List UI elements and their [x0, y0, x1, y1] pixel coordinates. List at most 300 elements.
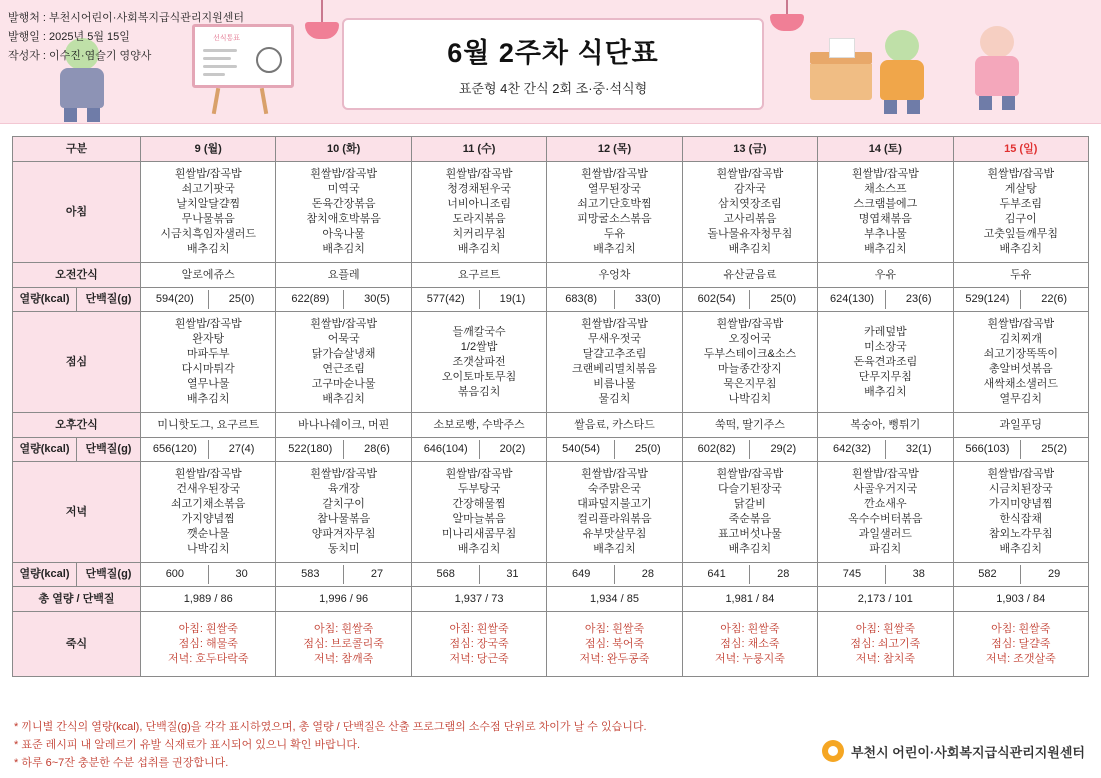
- menu-item: 쇠고기채소볶음: [171, 498, 246, 510]
- menu-item: 김치찌개: [999, 333, 1043, 345]
- menu-item: 치커리무침: [452, 228, 506, 240]
- cell-dinner-1: [276, 462, 411, 563]
- menu-item: 나박김치: [728, 393, 772, 405]
- cell-morning-snack-5: 우유: [818, 263, 953, 288]
- menu-item: 단무지무침: [858, 370, 912, 383]
- kcal-value: 566(103): [955, 440, 1022, 459]
- menu-item: 두유: [603, 228, 626, 240]
- menu-item: 흰쌀밥/잡곡밥: [581, 468, 648, 480]
- menu-item: 너비아니조림: [447, 198, 511, 210]
- menu-item: 무나물볶음: [181, 213, 235, 225]
- protein-value: 27: [370, 568, 384, 580]
- cell-afternoon-snack-4: 쑥떡, 딸기주스: [682, 413, 817, 438]
- logo-mark-icon: [822, 740, 844, 762]
- page-subtitle: 표준형 4찬 간식 2회 조·중·석식형: [458, 81, 648, 96]
- cell-juk-2: [411, 612, 546, 677]
- menu-item: 조갯살파전: [452, 355, 506, 368]
- table-row-kcal-breakfast: [13, 288, 1089, 312]
- menu-item: 날치알달걀찜: [176, 198, 241, 210]
- menu-item: 가지미양념찜: [988, 498, 1053, 510]
- menu-item: 카레덮밥: [864, 325, 907, 338]
- menu-item: 마늘종간장지: [718, 363, 782, 375]
- cell-total-5: 2,173 / 101: [818, 587, 953, 612]
- kcal-value: 522(180): [277, 440, 344, 459]
- menu-item: 옥수수버터볶음: [848, 513, 923, 525]
- menu-item: 저녁: 누룽지죽: [714, 652, 785, 665]
- cell-kcal-dinner-3: [547, 563, 682, 587]
- menu-item: 배추김치: [457, 543, 501, 555]
- kcal-value: 642(32): [819, 440, 886, 459]
- menu-item: 아욱나물: [322, 228, 365, 240]
- menu-item: 흰쌀밥/잡곡밥: [851, 468, 919, 480]
- cell-total-0: 1,989 / 86: [141, 587, 276, 612]
- menu-item: 깐쇼새우: [864, 498, 907, 510]
- cell-lunch-5: [818, 312, 953, 413]
- menu-item: 미역국: [327, 183, 360, 195]
- footer-note-1: * 표준 레시피 내 알레르기 유발 식재료가 표시되어 있으니 확인 바랍니다.: [14, 739, 361, 751]
- organization-logo: [822, 740, 1085, 762]
- cell-breakfast-5: [818, 162, 953, 263]
- row-label-protein-2: 단백질(g): [77, 438, 141, 462]
- protein-value: 27(4): [228, 443, 255, 455]
- cell-kcal-breakfast-1: [276, 288, 411, 312]
- menu-item: 저녁: 참깨죽: [314, 652, 374, 665]
- menu-item: 배추김치: [864, 385, 907, 398]
- table-row-juk: [13, 612, 1089, 677]
- kcal-value: 568: [413, 565, 480, 584]
- cell-total-1: 1,996 / 96: [276, 587, 411, 612]
- menu-item: 흰쌀밥/잡곡밥: [310, 318, 378, 330]
- menu-item: 완자탕: [192, 333, 225, 345]
- menu-item: 피망굴소스볶음: [577, 213, 652, 225]
- cell-kcal-dinner-6: [953, 563, 1088, 587]
- menu-item: 나박김치: [186, 543, 230, 555]
- menu-item: 갈치구이: [322, 498, 365, 510]
- protein-value: 19(1): [499, 293, 526, 305]
- cell-dinner-6: [953, 462, 1088, 563]
- menu-table: [12, 136, 1089, 677]
- menu-item: 흰쌀밥/잡곡밥: [716, 168, 784, 180]
- menu-item: 다슬기된장국: [718, 483, 782, 495]
- menu-item: 돈육간장볶음: [311, 198, 376, 210]
- issue-date-label: 발행일 : 2025년 5월 15일: [8, 31, 130, 43]
- protein-value: 28: [777, 568, 790, 580]
- cell-morning-snack-1: 요플레: [276, 263, 411, 288]
- cell-afternoon-snack-3: 쌀음료, 카스타드: [547, 413, 682, 438]
- menu-item: 게살탕: [1004, 183, 1037, 195]
- footer-note-2: * 하루 6~7잔 충분한 수분 섭취를 권장합니다.: [14, 757, 229, 769]
- cell-kcal-lunch-2: [411, 438, 546, 462]
- row-label-juk: 죽식: [13, 612, 141, 677]
- menu-item: 표고버섯나물: [718, 528, 782, 540]
- author-label: 작성자 : 이수진·염슬기 영양사: [8, 50, 152, 62]
- menu-item: 총알버섯볶음: [988, 363, 1053, 375]
- menu-item: 흰쌀밥/잡곡밥: [851, 168, 919, 180]
- protein-value: 23(6): [905, 293, 932, 305]
- menu-item: 건새우된장국: [176, 483, 241, 495]
- menu-item: 흰쌀밥/잡곡밥: [174, 468, 242, 480]
- menu-item: 두부조림: [999, 198, 1043, 210]
- cell-morning-snack-6: 두유: [953, 263, 1088, 288]
- menu-item: 흰쌀밥/잡곡밥: [174, 318, 242, 330]
- menu-item: 점심: 북어죽: [584, 637, 645, 650]
- menu-item: 점심: 해물죽: [178, 637, 238, 650]
- cell-lunch-4: [682, 312, 817, 413]
- menu-item: 배추김치: [728, 543, 772, 555]
- kcal-value: 540(54): [548, 440, 615, 459]
- menu-item: 청경채된우국: [447, 183, 511, 195]
- menu-item: 아침: 흰쌀죽: [991, 622, 1051, 635]
- row-label-dinner: 저녁: [13, 462, 141, 563]
- cell-breakfast-0: [141, 162, 276, 263]
- row-label-kcal-3: 열량(kcal): [13, 563, 77, 587]
- cell-kcal-lunch-0: [141, 438, 276, 462]
- cell-kcal-breakfast-6: [953, 288, 1088, 312]
- cell-breakfast-2: [411, 162, 546, 263]
- cell-total-3: 1,934 / 85: [547, 587, 682, 612]
- row-label-lunch: 점심: [13, 312, 141, 413]
- table-row-dinner: [13, 462, 1089, 563]
- menu-item: 시금치된장국: [988, 483, 1053, 495]
- cell-morning-snack-3: 우엉차: [547, 263, 682, 288]
- menu-item: 고구마순나물: [311, 378, 376, 390]
- menu-item: 참외노각무침: [988, 528, 1053, 540]
- menu-item: 배추김치: [186, 393, 230, 405]
- lamp-icon: [770, 0, 804, 31]
- menu-item: 연근조림: [322, 363, 365, 375]
- cell-kcal-lunch-6: [953, 438, 1088, 462]
- menu-item: 참나물볶음: [317, 513, 371, 525]
- cell-kcal-breakfast-3: [547, 288, 682, 312]
- menu-item: 부추나물: [864, 228, 907, 240]
- board-title: 선식통표: [213, 35, 241, 42]
- menu-item: 쇠고기팟국: [181, 183, 235, 195]
- kcal-value: 649: [548, 565, 615, 584]
- column-header-day-6: 15 (일): [953, 137, 1088, 162]
- footer: [0, 712, 1101, 778]
- menu-item: 쇠고기장똑똑이: [983, 348, 1058, 360]
- protein-value: 29(2): [770, 443, 797, 455]
- menu-item: 한식잡채: [999, 513, 1043, 525]
- protein-value: 30(5): [364, 293, 390, 305]
- protein-value: 32(1): [905, 443, 932, 455]
- protein-value: 28(6): [364, 443, 390, 455]
- kcal-value: 529(124): [955, 290, 1022, 309]
- menu-item: 참치애호박볶음: [306, 213, 381, 225]
- menu-item: 가지양념찜: [181, 513, 235, 525]
- menu-item: 두부스테이크&소스: [703, 348, 797, 360]
- cell-kcal-breakfast-5: [818, 288, 953, 312]
- menu-item: 명엽채볶음: [858, 213, 912, 225]
- cell-juk-0: [141, 612, 276, 677]
- menu-item: 닭갈비: [733, 498, 766, 510]
- cell-morning-snack-2: 요구르트: [411, 263, 546, 288]
- menu-item: 흰쌀밥/잡곡밥: [310, 168, 378, 180]
- menu-item: 고사리볶음: [723, 213, 777, 225]
- column-header-category: 구분: [13, 137, 141, 162]
- protein-value: 25(2): [1041, 443, 1067, 455]
- protein-value: 31: [506, 568, 519, 580]
- cell-dinner-2: [411, 462, 546, 563]
- menu-item: 새싹채소샐러드: [983, 378, 1058, 390]
- kcal-value: 582: [955, 565, 1022, 584]
- menu-item: 열무나물: [186, 378, 230, 390]
- menu-item: 육개장: [327, 483, 360, 495]
- menu-item: 열무김치: [999, 393, 1043, 405]
- table-row-total: [13, 587, 1089, 612]
- menu-item: 흰쌀밥/잡곡밥: [716, 318, 784, 330]
- column-header-day-2: 11 (수): [411, 137, 546, 162]
- menu-item: 스크램블에그: [853, 198, 918, 210]
- cell-juk-1: [276, 612, 411, 677]
- cell-kcal-dinner-5: [818, 563, 953, 587]
- menu-item: 점심: 장국죽: [449, 637, 509, 650]
- cell-lunch-0: [141, 312, 276, 413]
- cell-breakfast-1: [276, 162, 411, 263]
- cell-dinner-0: [141, 462, 276, 563]
- row-label-kcal-2: 열량(kcal): [13, 438, 77, 462]
- menu-item: 배추김치: [322, 243, 365, 255]
- title-box: [342, 18, 764, 110]
- menu-item: 묵은지무침: [723, 378, 777, 390]
- menu-item: 달걀고추조림: [582, 348, 647, 360]
- cell-lunch-3: [547, 312, 682, 413]
- row-label-afternoon-snack: 오후간식: [13, 413, 141, 438]
- menu-item: 오이토마토무침: [441, 370, 517, 383]
- table-row-lunch: [13, 312, 1089, 413]
- menu-item: 김구이: [1004, 213, 1037, 225]
- protein-value: 29: [1048, 568, 1061, 580]
- menu-item: 배추김치: [457, 243, 501, 255]
- header-meta: [8, 9, 244, 66]
- kcal-value: 641: [684, 565, 751, 584]
- menu-item: 저녁: 완두콩죽: [579, 652, 650, 665]
- menu-item: 양파겨자무침: [311, 528, 376, 540]
- protein-value: 25(0): [228, 293, 255, 305]
- menu-item: 어묵국: [327, 333, 360, 345]
- cell-kcal-lunch-1: [276, 438, 411, 462]
- cell-kcal-breakfast-0: [141, 288, 276, 312]
- menu-item: 배추김치: [999, 243, 1043, 255]
- kcal-value: 683(8): [548, 290, 615, 309]
- menu-item: 점심: 채소죽: [720, 637, 780, 650]
- kcal-value: 624(130): [819, 290, 886, 309]
- cell-dinner-3: [547, 462, 682, 563]
- menu-item: 흰쌀밥/잡곡밥: [987, 168, 1055, 180]
- menu-item: 들깨칼국수: [452, 325, 506, 338]
- menu-item: 두부탕국: [457, 483, 501, 495]
- cell-afternoon-snack-6: 과일푸딩: [953, 413, 1088, 438]
- cell-kcal-lunch-5: [818, 438, 953, 462]
- menu-item: 흰쌀밥/잡곡밥: [445, 468, 513, 480]
- table-row-kcal-dinner: [13, 563, 1089, 587]
- protein-value: 20(2): [499, 443, 526, 455]
- menu-item: 배추김치: [322, 393, 365, 405]
- kcal-value: 594(20): [142, 290, 209, 309]
- issuer-label: 발행처 : 부천시어린이·사회복지급식관리지원센터: [8, 12, 244, 24]
- header-banner: [0, 0, 1101, 124]
- menu-item: 흰쌀밥/잡곡밥: [987, 468, 1055, 480]
- page-title: 6월 2주차 식단표: [447, 38, 659, 68]
- cell-dinner-4: [682, 462, 817, 563]
- column-header-day-5: 14 (토): [818, 137, 953, 162]
- cell-breakfast-3: [547, 162, 682, 263]
- cell-total-6: 1,903 / 84: [953, 587, 1088, 612]
- table-row-kcal-lunch: [13, 438, 1089, 462]
- kcal-value: 602(82): [684, 440, 751, 459]
- menu-item: 다시마튀각: [181, 363, 235, 375]
- menu-item: 물김치: [598, 393, 631, 405]
- menu-item: 감자국: [733, 183, 766, 195]
- menu-item: 저녁: 참치죽: [855, 652, 915, 665]
- kcal-value: 656(120): [142, 440, 209, 459]
- child-illustration: [975, 26, 1019, 110]
- menu-item: 도라지볶음: [452, 213, 506, 225]
- menu-item: 배추김치: [186, 243, 230, 255]
- menu-item: 점심: 브로콜리죽: [303, 637, 384, 650]
- row-label-morning-snack: 오전간식: [13, 263, 141, 288]
- cell-kcal-lunch-4: [682, 438, 817, 462]
- cell-juk-6: [953, 612, 1088, 677]
- menu-item: 아침: 흰쌀죽: [178, 622, 238, 635]
- cell-afternoon-snack-1: 바나나쉐이크, 머핀: [276, 413, 411, 438]
- cell-kcal-breakfast-2: [411, 288, 546, 312]
- cell-kcal-dinner-4: [682, 563, 817, 587]
- menu-item: 배추김치: [728, 243, 772, 255]
- cell-breakfast-4: [682, 162, 817, 263]
- menu-item: 시금치흑임자샐러드: [160, 228, 257, 240]
- menu-item: 배추김치: [999, 543, 1043, 555]
- kcal-value: 602(54): [684, 290, 751, 309]
- child-illustration: [880, 30, 924, 114]
- menu-item: 동치미: [327, 543, 360, 555]
- menu-item: 죽순볶음: [728, 513, 772, 525]
- menu-item: 간장해물찜: [452, 498, 506, 510]
- menu-item: 알마늘볶음: [452, 513, 506, 525]
- menu-item: 아침: 흰쌀죽: [314, 622, 374, 635]
- menu-item: 배추김치: [864, 243, 907, 255]
- cell-kcal-lunch-3: [547, 438, 682, 462]
- row-label-protein-1: 단백질(g): [77, 288, 141, 312]
- row-label-breakfast: 아침: [13, 162, 141, 263]
- cell-kcal-dinner-1: [276, 563, 411, 587]
- menu-item: 파김치: [869, 543, 902, 555]
- menu-item: 쇠고기단호박찜: [577, 198, 652, 210]
- menu-item: 열무된장국: [587, 183, 642, 195]
- menu-item: 비름나물: [593, 378, 636, 390]
- cell-afternoon-snack-5: 복숭아, 뻥튀기: [818, 413, 953, 438]
- menu-item: 대파덮지불고기: [577, 498, 652, 510]
- menu-item: 아침: 흰쌀죽: [584, 622, 645, 635]
- lunchbox-illustration: [810, 52, 872, 100]
- menu-item: 저녁: 당근죽: [449, 652, 509, 665]
- menu-item: 배추김치: [593, 243, 636, 255]
- cell-kcal-breakfast-4: [682, 288, 817, 312]
- kcal-value: 745: [819, 565, 886, 584]
- menu-item: 깻순나물: [186, 528, 230, 540]
- menu-item: 고춧잎들깨무침: [983, 228, 1058, 240]
- cell-juk-3: [547, 612, 682, 677]
- column-header-day-4: 13 (금): [682, 137, 817, 162]
- cell-juk-4: [682, 612, 817, 677]
- menu-item: 닭가슴살냉채: [311, 348, 376, 360]
- menu-item: 유부맛살무침: [582, 528, 647, 540]
- menu-item: 마파두부: [186, 348, 230, 360]
- cell-morning-snack-0: 알로에쥬스: [141, 263, 276, 288]
- protein-value: 25(0): [770, 293, 797, 305]
- menu-item: 사골우거지국: [853, 483, 918, 495]
- menu-item: 삼치엿장조림: [718, 198, 782, 210]
- table-row-afternoon-snack: [13, 413, 1089, 438]
- cell-dinner-5: [818, 462, 953, 563]
- menu-item: 돌나물유자청무침: [707, 228, 793, 240]
- cell-kcal-dinner-2: [411, 563, 546, 587]
- logo-text: 부천시 어린이·사회복지급식관리지원센터: [851, 744, 1085, 760]
- kcal-value: 646(104): [413, 440, 480, 459]
- menu-item: 흰쌀밥/잡곡밥: [987, 318, 1055, 330]
- menu-item: 흰쌀밥/잡곡밥: [716, 468, 784, 480]
- protein-value: 33(0): [635, 293, 661, 305]
- menu-item: 채소스프: [864, 183, 907, 195]
- kcal-value: 583: [277, 565, 344, 584]
- table-row-breakfast: [13, 162, 1089, 263]
- protein-value: 25(0): [635, 443, 661, 455]
- menu-item: 흰쌀밥/잡곡밥: [581, 168, 648, 180]
- menu-item: 볶음김치: [457, 385, 501, 398]
- lamp-icon: [305, 0, 339, 39]
- menu-item: 돈육견과조림: [853, 355, 918, 368]
- cell-kcal-dinner-0: [141, 563, 276, 587]
- menu-item: 무새우젓국: [587, 333, 642, 345]
- cell-afternoon-snack-0: 미니핫도그, 요구르트: [141, 413, 276, 438]
- column-header-day-3: 12 (목): [547, 137, 682, 162]
- kcal-value: 600: [142, 565, 209, 584]
- footer-note-0: * 끼니별 간식의 열량(kcal), 단백질(g)을 각각 표시하였으며, 총 열량 / 단백질은 산출 프로그램의 소수점 단위로 차이가 날 수 있습니다.: [14, 721, 647, 733]
- cell-lunch-2: [411, 312, 546, 413]
- menu-item: 아침: 흰쌀죽: [449, 622, 509, 635]
- menu-item: 아침: 흰쌀죽: [855, 622, 915, 635]
- menu-item: 숙주맑은국: [587, 483, 642, 495]
- column-header-day-0: 9 (월): [141, 137, 276, 162]
- cell-juk-5: [818, 612, 953, 677]
- row-label-kcal-1: 열량(kcal): [13, 288, 77, 312]
- column-header-day-1: 10 (화): [276, 137, 411, 162]
- cell-lunch-6: [953, 312, 1088, 413]
- menu-item: 과일샐러드: [858, 528, 912, 540]
- protein-value: 38: [912, 568, 925, 580]
- menu-item: 흰쌀밥/잡곡밥: [174, 168, 242, 180]
- kcal-value: 622(89): [277, 290, 344, 309]
- table-row-morning-snack: [13, 263, 1089, 288]
- menu-item: 배추김치: [593, 543, 636, 555]
- row-label-protein-3: 단백질(g): [77, 563, 141, 587]
- menu-item: 크랜베리멸치볶음: [571, 363, 657, 375]
- menu-item: 흰쌀밥/잡곡밥: [310, 468, 378, 480]
- cell-total-4: 1,981 / 84: [682, 587, 817, 612]
- cell-morning-snack-4: 유산균음료: [682, 263, 817, 288]
- cell-afternoon-snack-2: 소보로빵, 수박주스: [411, 413, 546, 438]
- menu-item: 미나리새콤무침: [441, 528, 517, 540]
- cell-total-2: 1,937 / 73: [411, 587, 546, 612]
- row-label-total: 총 열량 / 단백질: [13, 587, 141, 612]
- menu-item: 저녁: 호두타락죽: [167, 652, 249, 665]
- protein-value: 22(6): [1041, 293, 1067, 305]
- menu-item: 점심: 쇠고기죽: [850, 637, 921, 650]
- menu-item: 오징어국: [728, 333, 772, 345]
- table-header-row: [13, 137, 1089, 162]
- cell-lunch-1: [276, 312, 411, 413]
- menu-item: 흰쌀밥/잡곡밥: [445, 168, 513, 180]
